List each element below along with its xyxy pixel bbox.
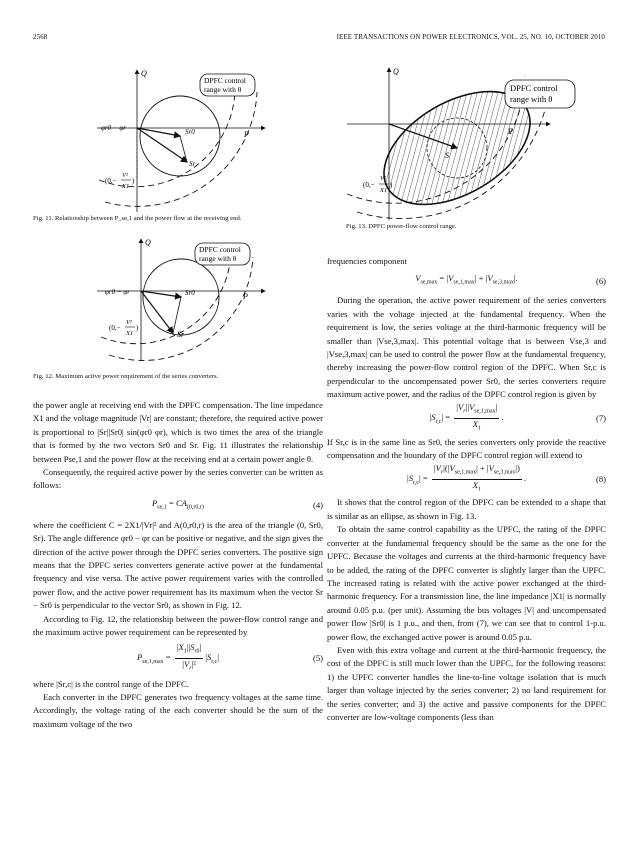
fig11-box-line2: range with θ <box>204 85 242 94</box>
svg-text:V²: V² <box>126 319 132 326</box>
svg-text:V²: V² <box>122 172 128 179</box>
left-p1: the power angle at receiving end with the DPFC compensation. The line impedance X1 and the voltage magnitude |Vr| are constant; therefore, the required active power is proportional to |Sr||Sr0| sin(φr0 φr), which is two times the area of the triangle that is formed by the two vectors Sr0 and Sr. Fig. 11 illustrates the relationship between Pse,1 and the power flow at the receiving end at a certain power angle θ. <box>33 400 323 464</box>
left-p2: Consequently, the required active power by the series converter can be written as follows: <box>33 467 323 491</box>
right-column <box>327 255 606 724</box>
svg-text:Q: Q <box>393 67 399 76</box>
svg-text:Q: Q <box>145 238 151 247</box>
right-p0: frequencies component <box>327 256 407 266</box>
right-p4: To obtain the same control capability as the UPFC, the rating of the DPFC converter at the fundamental frequency should be the same as the one for the UPFC. Because the voltages and currents at the third-harmonic frequency have to be added, the rating of the DPFC converter is slightly larger than the UPFC. The increased rating is related with the active power exchanged at the third-harmonic frequency. For a transmission line, the line impedance |X1| is normally around 0.05 p.u. (per unit). Assuming the bus voltages |V| and uncompensated power flow |Sr0| is 1 p.u., and then, from (7), we can see that to control 1-p.u. power flow, the exchanged active power is around 0.05 p.u. <box>327 524 606 642</box>
left-p5: where |Sr,c| is the control range of the DPFC. <box>33 678 189 689</box>
svg-text:(0,−: (0,− <box>105 177 117 185</box>
eq5-number: (5) <box>312 652 323 663</box>
fig11-box-line1: DPFC control <box>204 76 246 85</box>
fig13-caption: Fig. 13. DPFC power-flow control range. <box>346 223 457 230</box>
equation-7: $|S_{r,c}|$ = $\frac{|V_r||V_{se,1,max}|}{X_1}$ . (7) <box>429 402 606 432</box>
svg-text:Sr0: Sr0 <box>185 289 195 297</box>
svg-text:): ) <box>136 324 139 332</box>
fig13-box-line2: range with θ <box>510 94 553 104</box>
left-p4: According to Fig. 12, the relationship between the power-flow control range and the maximum active power requirement can be represented by <box>33 613 323 638</box>
right-p2: If Sr,c is in the same line as Sr0, the series converters only provide the reactive compensation and the boundary of the DPFC control region will extend to <box>327 436 606 461</box>
figure-12 <box>95 233 300 363</box>
svg-text:X1: X1 <box>122 183 130 190</box>
left-p6: Each converter in the DPFC generates two frequency voltages at the same time. Accordingly, the voltage rating of the each converter should be the sum of the maximum voltage of the two <box>33 691 323 729</box>
eq7-number: (7) <box>595 412 606 423</box>
fig11-caption: Fig. 11. Relationship between P_se,1 and the power flow at the receiving end. <box>33 215 242 222</box>
left-column <box>33 399 323 731</box>
right-p5: Even with this extra voltage and current at the third-harmonic frequency, the cost of the DPFC is still much lower than the UPFC, for the following reasons: 1) the UPFC converter handles the line-to-line voltage isolation that is much larger than voltage injected by the series converter; 2) no land requirement for the series converter; and 3) the active and passive components for the DPFC converter are low-voltage components (less than <box>327 644 606 722</box>
svg-text:φr0 − φr: φr0 − φr <box>101 124 126 132</box>
svg-text:Q: Q <box>141 69 147 78</box>
equation-8: $|S_{r,c}|$ = $\frac{|V_r|(|V_{se,1,max}| + |V_{se,3,max}|)}{X_1}$ . (8) <box>407 463 606 493</box>
equation-5: $P_{se,1,max}$ = $\frac{|X_1||S_{r0}|}{|V_r|^2}$ $|S_{r,c}|$ (5) <box>137 642 323 672</box>
svg-text:P: P <box>244 130 249 139</box>
svg-text:S: S <box>445 151 449 160</box>
fig12-box-line1: DPFC control <box>199 245 241 254</box>
svg-text:Sr: Sr <box>189 160 196 168</box>
equation-4: $P_{se,1} = CA_{(0,r0,r)}$ (4) <box>33 493 323 519</box>
svg-text:): ) <box>132 177 135 185</box>
equation-6: $V_{se,max} = |V_{se,1,max}| + |V_{se,3,max}|$. (6) <box>327 268 606 294</box>
svg-text:φr0 − φr: φr0 − φr <box>105 288 130 296</box>
journal-header: IEEE TRANSACTIONS ON POWER ELECTRONICS, VOL. 25, NO. 10, OCTOBER 2010 <box>336 33 605 41</box>
svg-text:P: P <box>243 292 248 301</box>
svg-text:V²: V² <box>380 175 386 182</box>
svg-text:(0,−: (0,− <box>363 181 375 189</box>
right-p3: It shows that the control region of the DPFC can be extended to a shape that is similar as an ellipse, as shown in Fig. 13. <box>327 497 606 521</box>
page-number: 2568 <box>33 33 48 41</box>
svg-text:(0,−: (0,− <box>109 324 121 332</box>
fig12-box-line2: range with θ <box>199 254 237 263</box>
figure-13 <box>345 62 590 222</box>
left-p3: where the coefficient C = 2X1/|Vr|² and A(0,r0,r) is the area of the triangle (0, Sr0, Sr). The angle difference φr0 − φr can be positive or negative, and the sign gives the direction of the active power through the DPFC series converters. The positive sign means that the DPFC series converters generate active power at the fundamental frequency and vise versa. The active power requirement varies with the controlled power flow, and the active power requirement has its maximum when the vector Sr − Sr0 is perpendicular to the vector Sr0, as shown in Fig. 12. <box>33 519 323 611</box>
svg-text:Sr: Sr <box>177 330 185 339</box>
right-p1: During the operation, the active power requirement of the series converters varies with the voltage injected at the fundamental frequency. When the requirement is low, the series voltage at the third-harmonic frequency will be smaller than |Vse,3,max|. This potential voltage that is between Vse,3 and |Vse,3,max| can be used to control the power flow at the fundamental frequency, thereby increasing the power-flow control region of the DPFC. When Sr,c is perpendicular to the uncompensated power Sr0, the series converters require maximum active power, and the radius of the DPFC control region is given by <box>327 295 606 400</box>
eq8-number: (8) <box>595 473 606 484</box>
figure-11 <box>95 62 300 214</box>
svg-text:Sr0: Sr0 <box>185 128 195 136</box>
svg-text:X1: X1 <box>126 330 134 337</box>
eq4-number: (4) <box>312 500 323 511</box>
svg-text:): ) <box>390 181 393 189</box>
eq6-number: (6) <box>595 275 606 286</box>
fig13-box-line1: DPFC control <box>510 83 558 93</box>
svg-text:X1: X1 <box>380 187 388 194</box>
fig12-caption: Fig. 12. Maximum active power requirement of the series converters. <box>33 373 219 380</box>
